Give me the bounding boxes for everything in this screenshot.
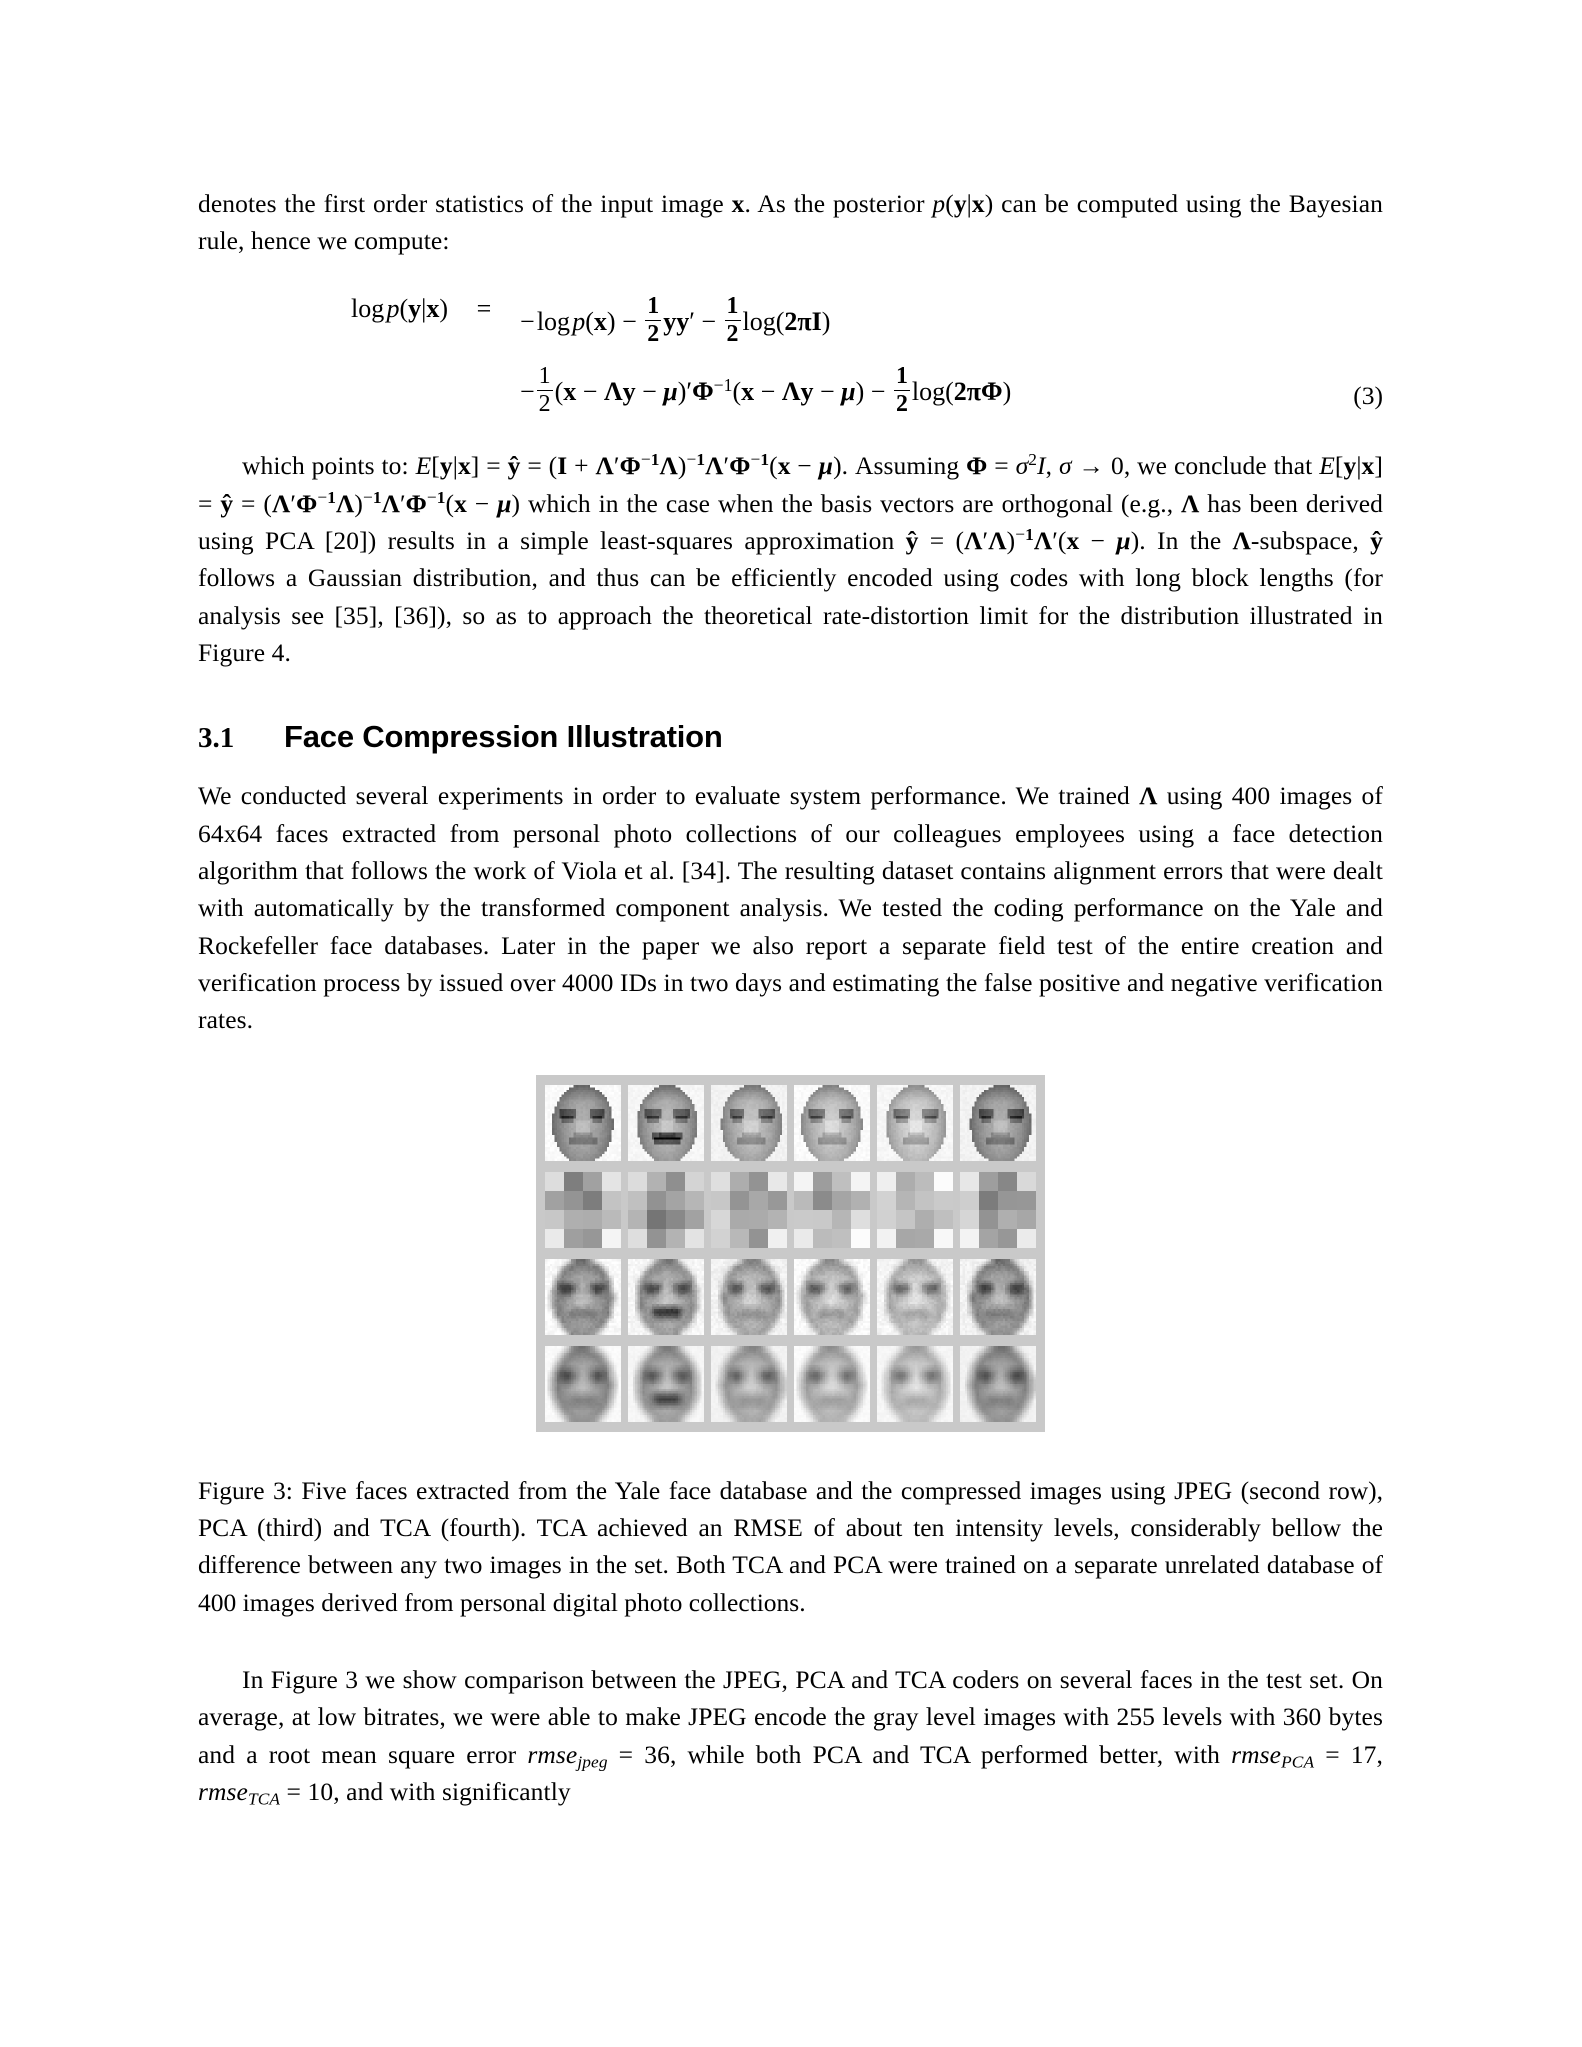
face-thumbnail [877, 1346, 953, 1422]
closing-seg2: , while both PCA and TCA performed better, with [669, 1739, 1232, 1769]
face-thumbnail [877, 1259, 953, 1335]
rmse-tca-sub: TCA [247, 1789, 281, 1809]
face-thumbnail [794, 1346, 870, 1422]
section-title: Face Compression Illustration [284, 719, 723, 755]
face-canvas [545, 1346, 621, 1422]
closing-seg1: In Figure 3 we show comparison between the JPEG, PCA and TCA coders on several faces in the test set. On average, at low bitrates, we were able to make JPEG encode the gray level images with 255 levels with 360 bytes and a root mean square error [198, 1665, 1383, 1769]
face-image-grid [536, 1075, 1045, 1432]
face-canvas [877, 1346, 953, 1422]
face-canvas [877, 1172, 953, 1248]
rmse-tca-name: rmse [198, 1777, 248, 1807]
face-thumbnail [960, 1172, 1036, 1248]
face-thumbnail [545, 1346, 621, 1422]
face-canvas [545, 1172, 621, 1248]
rmse-tca-value: = 10 [280, 1777, 334, 1807]
page-content [198, 185, 1383, 1810]
face-thumbnail [711, 1085, 787, 1161]
math-posterior: p(y|x) [932, 189, 994, 218]
face-canvas [794, 1085, 870, 1161]
derivation-paragraph [198, 447, 1383, 671]
closing-seg3: , and with significantly [333, 1777, 571, 1807]
math-expr-posterior-mean: E[y|x] = ŷ = $(I + \Lambda'\Phi^{-1}\Lambda)^{-1}\Lambda'\Phi^{-1}(x - \mu)$ [415, 450, 842, 481]
deriv-seg4: which in the case when the basis vectors are orthogonal (e.g., [520, 488, 1182, 518]
face-thumbnail [711, 1259, 787, 1335]
rmse-jpeg-name: rmse [527, 1739, 578, 1769]
face-canvas [960, 1085, 1036, 1161]
face-thumbnail [711, 1346, 787, 1422]
equation-rhs-line2: − $\frac{1}{2}$ $(x - \Lambda y - \mu)'\Phi^{-1}(x - \Lambda y - \mu)$ − $\frac{1}{2}$ log(2πΦ) [520, 363, 1012, 418]
experiments-post: using 400 images of 64x64 faces extracted from personal photo collections of our colleagues employees using a face detection algorithm that follows the work of Viola et al. [34]. The resulting dataset contains alignment errors that were dealt with automatically by the transformed component analysis. We tested the coding performance on the Yale and Rockefeller face databases. Later in the paper we also report a separate field test of the entire creation and verification process by issued over 4000 IDs in two days and estimating the false positive and negative verification rates. [198, 781, 1383, 1035]
rmse-jpeg-value: = 36 [607, 1739, 670, 1769]
rmse-pca-sub: PCA [1281, 1752, 1315, 1772]
face-thumbnail [794, 1172, 870, 1248]
rmse-pca-value: = 17 [1314, 1739, 1377, 1769]
equation-rhs-line1: − log p(x) − $\frac{1}{2}$ yy′ − $\frac{1}{2}$ log(2πI) [520, 292, 831, 347]
face-canvas [960, 1172, 1036, 1248]
equation-lhs: log p(y|x) [351, 293, 448, 323]
intro-text-post: can be computed using the Bayesian rule, hence we compute: [198, 189, 1383, 256]
face-thumbnail [960, 1085, 1036, 1161]
section-heading [198, 719, 1383, 755]
face-thumbnail [628, 1085, 704, 1161]
experiments-paragraph [198, 777, 1383, 1038]
intro-text-mid: . As the posterior [744, 189, 933, 218]
face-canvas [545, 1259, 621, 1335]
equation-number: (3) [1353, 381, 1383, 411]
face-canvas [877, 1085, 953, 1161]
face-thumbnail [877, 1172, 953, 1248]
experiments-pre: We conducted several experiments in order to evaluate system performance. We trained [198, 781, 1140, 811]
face-thumbnail [960, 1346, 1036, 1422]
equation-equals: = [476, 293, 492, 323]
math-expr-least-squares-1: E[y|x] = ŷ = $(\Lambda'\Phi^{-1}\Lambda)^{-1}\Lambda'\Phi^{-1}(x - \mu)$ [198, 451, 1383, 518]
math-expr-phi-sigma: $\Phi = \sigma^2I$, σ → 0 [966, 450, 1124, 481]
face-canvas [628, 1172, 704, 1248]
face-canvas [628, 1259, 704, 1335]
deriv-seg1: which points to: [242, 451, 416, 481]
face-thumbnail [628, 1346, 704, 1422]
deriv-seg2: . Assuming [841, 451, 967, 481]
face-thumbnail [960, 1259, 1036, 1335]
face-thumbnail [877, 1085, 953, 1161]
face-thumbnail [794, 1259, 870, 1335]
face-thumbnail [628, 1172, 704, 1248]
rmse-pca-name: rmse [1231, 1739, 1282, 1769]
face-thumbnail [711, 1172, 787, 1248]
intro-text-pre: denotes the first order statistics of the input image [198, 189, 732, 218]
face-canvas [711, 1259, 787, 1335]
deriv-seg7: -subspace, [1250, 525, 1371, 555]
face-canvas [628, 1346, 704, 1422]
math-lambda-1: Λ [1181, 488, 1200, 518]
math-yhat: ŷ [1370, 525, 1383, 555]
face-thumbnail [628, 1259, 704, 1335]
deriv-seg3: , we conclude that [1123, 451, 1320, 481]
face-canvas [960, 1259, 1036, 1335]
rmse-jpeg-sub: jpeg [577, 1752, 608, 1772]
display-equation-3 [198, 294, 1383, 418]
math-lambda-3: Λ [1139, 781, 1158, 811]
face-thumbnail [545, 1085, 621, 1161]
deriv-seg8: follows a Gaussian distribution, and thus can be efficiently encoded using codes with long block lengths (for analysis see [35], [36]), so as to approach the theoretical rate-distortion limit for the distribution illustrated in Figure 4. [198, 563, 1383, 667]
face-canvas [794, 1259, 870, 1335]
face-canvas [794, 1172, 870, 1248]
math-lambda-2: Λ [1232, 525, 1251, 555]
face-canvas [877, 1259, 953, 1335]
figure-3-caption: Figure 3: Five faces extracted from the Yale face database and the compressed images using JPEG (second row), PCA (third) and TCA (fourth). TCA achieved an RMSE of about ten intensity levels, considerably bellow the difference between any two images in the set. Both TCA and PCA were trained on a separate unrelated database of 400 images derived from personal digital photo collections. [198, 1475, 1383, 1617]
face-canvas [711, 1172, 787, 1248]
math-x-bold: x [731, 189, 745, 218]
face-canvas [794, 1346, 870, 1422]
face-thumbnail [545, 1172, 621, 1248]
face-thumbnail [794, 1085, 870, 1161]
deriv-seg6: . In the [1139, 525, 1233, 555]
intro-paragraph [198, 185, 1383, 260]
math-rmse-jpeg [527, 1739, 670, 1772]
face-canvas [628, 1085, 704, 1161]
face-canvas [711, 1085, 787, 1161]
figure-3 [198, 1075, 1383, 1432]
math-rmse-tca [198, 1777, 334, 1809]
deriv-seg5: has been derived using PCA [20]) results in a simple least-squares approximation [198, 488, 1383, 555]
face-canvas [960, 1346, 1036, 1422]
math-expr-least-squares-2: ŷ = $(\Lambda'\Lambda)^{-1}\Lambda'(x - \mu)$ [905, 524, 1140, 555]
closing-paragraph [198, 1661, 1383, 1810]
math-rmse-pca [1231, 1739, 1377, 1772]
face-canvas [711, 1346, 787, 1422]
section-number: 3.1 [198, 722, 235, 755]
face-canvas [545, 1085, 621, 1161]
closing-sep: , [1376, 1739, 1383, 1769]
face-thumbnail [545, 1259, 621, 1335]
